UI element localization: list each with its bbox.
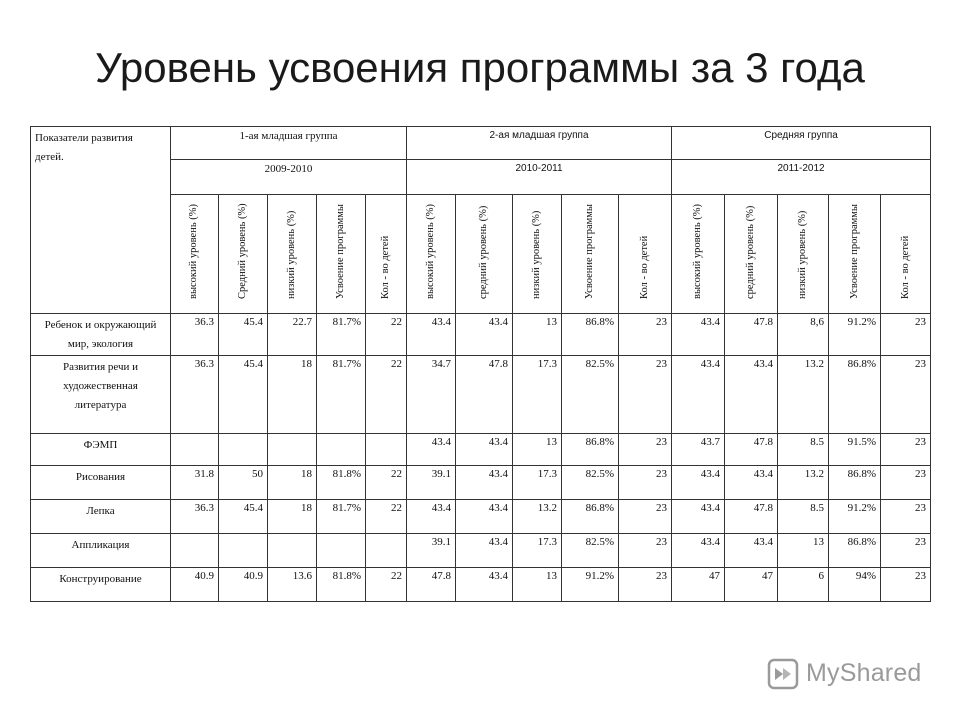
table-cell: 17.3 bbox=[513, 465, 562, 499]
table-cell: 43.4 bbox=[725, 355, 778, 433]
column-header-text: Кол - во детей bbox=[379, 235, 391, 299]
table-cell: 86.8% bbox=[562, 499, 619, 533]
table-cell: 81.8% bbox=[317, 567, 366, 601]
table-cell: 82.5% bbox=[562, 465, 619, 499]
table-cell: 23 bbox=[881, 533, 931, 567]
column-header bbox=[829, 195, 881, 314]
column-header bbox=[219, 195, 268, 314]
group-header: Средняя группа bbox=[672, 127, 931, 160]
myshared-logo-icon bbox=[766, 657, 800, 691]
table-cell: 43.4 bbox=[672, 465, 725, 499]
table-cell: 43.4 bbox=[456, 533, 513, 567]
column-header bbox=[672, 195, 725, 314]
group-header: 2-ая младшая группа bbox=[407, 127, 672, 160]
table-cell: 23 bbox=[881, 433, 931, 465]
table-cell: 91.2% bbox=[562, 567, 619, 601]
table-cell: 43.4 bbox=[725, 465, 778, 499]
corner-header bbox=[31, 127, 171, 314]
table-cell: 43.4 bbox=[672, 314, 725, 356]
table-cell: 91.2% bbox=[829, 499, 881, 533]
table-cell: 47.8 bbox=[456, 355, 513, 433]
column-header-text: Усвоение программы bbox=[848, 204, 860, 299]
row-label bbox=[31, 499, 171, 533]
table-cell: 43.4 bbox=[456, 499, 513, 533]
table-cell bbox=[366, 533, 407, 567]
table-cell: 18 bbox=[268, 499, 317, 533]
results-table bbox=[30, 126, 931, 602]
column-header-text: низкий уровень (%) bbox=[797, 210, 809, 299]
table-cell: 17.3 bbox=[513, 533, 562, 567]
table-cell: 22 bbox=[366, 567, 407, 601]
table-cell: 17.3 bbox=[513, 355, 562, 433]
table-cell: 43.4 bbox=[725, 533, 778, 567]
table-cell: 39.1 bbox=[407, 533, 456, 567]
row-label bbox=[31, 533, 171, 567]
table-row bbox=[31, 433, 931, 465]
table-cell: 47.8 bbox=[725, 314, 778, 356]
table-cell: 13.6 bbox=[268, 567, 317, 601]
table-cell: 23 bbox=[619, 499, 672, 533]
table-cell: 13 bbox=[513, 567, 562, 601]
column-header-text: Усвоение программы bbox=[334, 204, 346, 299]
table-cell: 81.7% bbox=[317, 355, 366, 433]
table-cell: 6 bbox=[778, 567, 829, 601]
table-cell: 22 bbox=[366, 314, 407, 356]
table-cell bbox=[366, 433, 407, 465]
table-cell: 23 bbox=[619, 465, 672, 499]
table-cell: 91.5% bbox=[829, 433, 881, 465]
column-header bbox=[456, 195, 513, 314]
column-header bbox=[366, 195, 407, 314]
table-cell: 36.3 bbox=[171, 499, 219, 533]
column-header bbox=[407, 195, 456, 314]
table-cell: 39.1 bbox=[407, 465, 456, 499]
corner-header-line: детей. bbox=[35, 151, 64, 164]
year-header: 2010-2011 bbox=[407, 160, 672, 195]
table-cell: 86.8% bbox=[562, 314, 619, 356]
table-cell: 22 bbox=[366, 499, 407, 533]
table-cell: 23 bbox=[619, 355, 672, 433]
column-header bbox=[778, 195, 829, 314]
table-cell: 43.4 bbox=[407, 499, 456, 533]
table-cell: 13 bbox=[513, 433, 562, 465]
row-label-line: Аппликация bbox=[71, 538, 130, 551]
table-cell: 82.5% bbox=[562, 533, 619, 567]
table-cell: 82.5% bbox=[562, 355, 619, 433]
column-header-text: средний уровень (%) bbox=[745, 205, 757, 299]
row-label bbox=[31, 314, 171, 356]
table-cell: 45.4 bbox=[219, 355, 268, 433]
table-cell: 23 bbox=[881, 314, 931, 356]
table-cell bbox=[219, 433, 268, 465]
table-cell: 31.8 bbox=[171, 465, 219, 499]
table-cell: 81.8% bbox=[317, 465, 366, 499]
table-cell: 43.4 bbox=[672, 499, 725, 533]
column-header-text: высокий уровень (%) bbox=[424, 204, 436, 299]
table-cell bbox=[317, 433, 366, 465]
table-row bbox=[31, 499, 931, 533]
table-cell: 23 bbox=[619, 533, 672, 567]
table-cell: 43.4 bbox=[407, 433, 456, 465]
table-cell: 8,6 bbox=[778, 314, 829, 356]
table-cell bbox=[268, 433, 317, 465]
table-cell bbox=[219, 533, 268, 567]
table-cell: 8.5 bbox=[778, 499, 829, 533]
column-header-text: Кол - во детей bbox=[638, 235, 650, 299]
table-cell: 43.4 bbox=[407, 314, 456, 356]
table-cell: 43.4 bbox=[672, 533, 725, 567]
table-cell: 22 bbox=[366, 465, 407, 499]
table-cell: 50 bbox=[219, 465, 268, 499]
corner-header-line: Показатели развития bbox=[35, 132, 133, 144]
table-cell: 23 bbox=[619, 567, 672, 601]
table-cell: 47 bbox=[725, 567, 778, 601]
table-row bbox=[31, 465, 931, 499]
table-row bbox=[31, 355, 931, 433]
table-cell: 36.3 bbox=[171, 355, 219, 433]
row-label-line: Конструирование bbox=[59, 572, 142, 585]
column-header-text: Усвоение программы bbox=[583, 204, 595, 299]
group-header: 1-ая младшая группа bbox=[171, 127, 407, 160]
table-cell: 36.3 bbox=[171, 314, 219, 356]
table-cell: 13 bbox=[778, 533, 829, 567]
row-label-line: художественная bbox=[63, 379, 138, 392]
table-cell: 13 bbox=[513, 314, 562, 356]
column-header-text: высокий уровень (%) bbox=[692, 204, 704, 299]
column-header bbox=[268, 195, 317, 314]
table-cell: 47.8 bbox=[725, 433, 778, 465]
table-cell: 47.8 bbox=[725, 499, 778, 533]
table-cell: 43.4 bbox=[456, 465, 513, 499]
row-label-line: Развития речи и bbox=[62, 360, 139, 373]
column-header bbox=[513, 195, 562, 314]
table-cell: 13.2 bbox=[778, 465, 829, 499]
column-header-text: низкий уровень (%) bbox=[285, 210, 297, 299]
column-header bbox=[171, 195, 219, 314]
table-cell: 45.4 bbox=[219, 314, 268, 356]
table-cell: 86.8% bbox=[829, 465, 881, 499]
table-body bbox=[31, 314, 931, 602]
table-cell: 43.7 bbox=[672, 433, 725, 465]
column-header-text: средний уровень (%) bbox=[477, 205, 489, 299]
table-cell: 40.9 bbox=[219, 567, 268, 601]
table-cell bbox=[171, 533, 219, 567]
watermark bbox=[766, 657, 926, 691]
row-label bbox=[31, 433, 171, 465]
table-cell: 47 bbox=[672, 567, 725, 601]
table-cell: 86.8% bbox=[829, 355, 881, 433]
row-label bbox=[31, 465, 171, 499]
table-cell: 43.4 bbox=[456, 433, 513, 465]
table-cell: 86.8% bbox=[562, 433, 619, 465]
table-cell: 47.8 bbox=[407, 567, 456, 601]
column-header bbox=[881, 195, 931, 314]
table-cell: 43.4 bbox=[456, 567, 513, 601]
table-cell bbox=[268, 533, 317, 567]
table-cell: 34.7 bbox=[407, 355, 456, 433]
table-cell: 23 bbox=[881, 567, 931, 601]
table-cell bbox=[317, 533, 366, 567]
row-label bbox=[31, 567, 171, 601]
table-cell: 81.7% bbox=[317, 499, 366, 533]
slide-title: Уровень усвоения программы за 3 года bbox=[95, 44, 865, 91]
watermark-text: MyShared bbox=[806, 659, 922, 687]
column-header bbox=[619, 195, 672, 314]
table-cell: 13.2 bbox=[513, 499, 562, 533]
column-header-text: Средний уровень (%) bbox=[236, 203, 248, 299]
table-cell: 81.7% bbox=[317, 314, 366, 356]
table-row bbox=[31, 314, 931, 356]
row-label-line: мир, экология bbox=[67, 338, 134, 351]
table-cell: 22 bbox=[366, 355, 407, 433]
table-cell: 94% bbox=[829, 567, 881, 601]
column-header bbox=[317, 195, 366, 314]
year-header: 2011-2012 bbox=[672, 160, 931, 195]
row-label-line: Лепка bbox=[86, 504, 115, 517]
row-label-line: литература bbox=[74, 399, 127, 411]
table-cell: 23 bbox=[881, 465, 931, 499]
column-header-text: низкий уровень (%) bbox=[530, 210, 542, 299]
table-cell: 91.2% bbox=[829, 314, 881, 356]
row-label-line: Рисования bbox=[75, 470, 126, 483]
table-cell: 43.4 bbox=[456, 314, 513, 356]
row-label-line: ФЭМП bbox=[83, 438, 118, 451]
column-header-text: высокий уровень (%) bbox=[188, 204, 200, 299]
table-cell: 40.9 bbox=[171, 567, 219, 601]
table-cell: 86.8% bbox=[829, 533, 881, 567]
column-header-text: Кол - во детей bbox=[899, 235, 911, 299]
table-cell: 18 bbox=[268, 465, 317, 499]
table-cell: 13.2 bbox=[778, 355, 829, 433]
table-cell: 18 bbox=[268, 355, 317, 433]
table-cell: 8.5 bbox=[778, 433, 829, 465]
table-cell bbox=[171, 433, 219, 465]
table-row bbox=[31, 567, 931, 601]
row-label bbox=[31, 355, 171, 433]
table-cell: 45.4 bbox=[219, 499, 268, 533]
table-cell: 43.4 bbox=[672, 355, 725, 433]
table-cell: 23 bbox=[881, 355, 931, 433]
column-header bbox=[725, 195, 778, 314]
table-cell: 23 bbox=[881, 499, 931, 533]
table-cell: 23 bbox=[619, 314, 672, 356]
table-cell: 22.7 bbox=[268, 314, 317, 356]
row-label-line: Ребенок и окружающий bbox=[44, 319, 157, 331]
year-header: 2009-2010 bbox=[171, 160, 407, 195]
table-cell: 23 bbox=[619, 433, 672, 465]
column-header bbox=[562, 195, 619, 314]
table-row bbox=[31, 533, 931, 567]
